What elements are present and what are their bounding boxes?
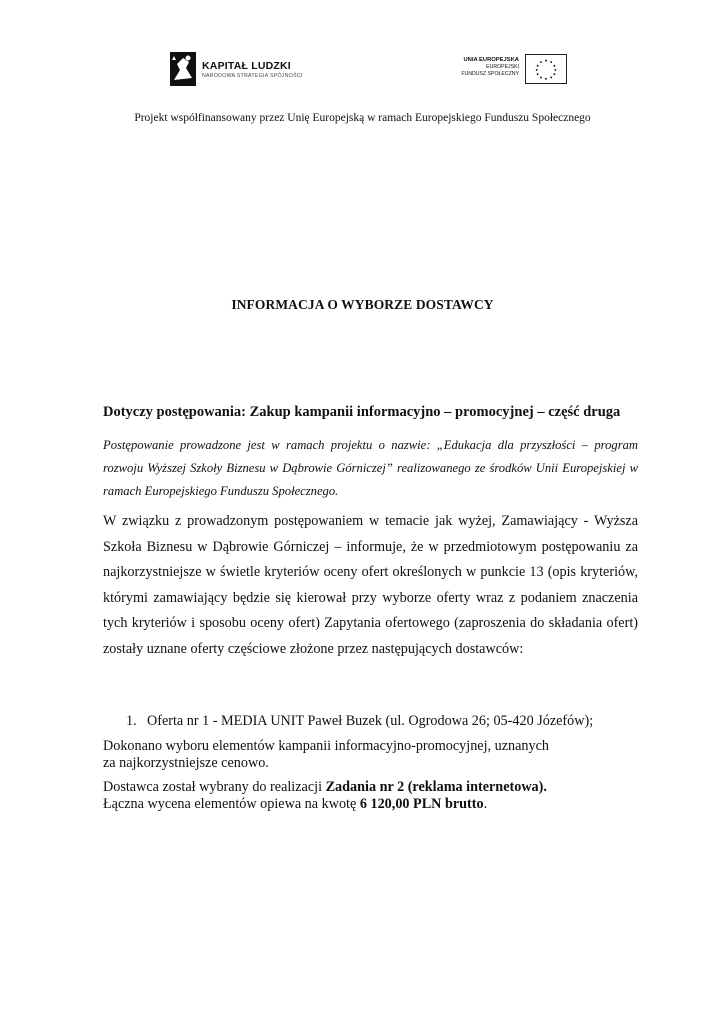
selection-note-line-2: za najkorzystniejsze cenowo. — [103, 754, 269, 771]
kapital-ludzki-logo — [168, 50, 303, 90]
main-paragraph: W związku z prowadzonym postępowaniem w temacie jak wyżej, Zamawiający - Wyższa Szkoła Biznesu w Dąbrowie Górniczej – informuje, że w przedmiotowym postępowaniu za najkorzystniejsze w świetle kryteriów oceny ofert określonych w punkcie 13 (opis kryteriów, którymi zamawiający będzie się kierował przy wyborze oferty wraz z podaniem znaczenia tych kryteriów i sposobu oceny ofert) Zapytania ofertowego (zaproszenia do składania ofert) zostały uznane oferty częściowe złożone przez następujących dostawców: — [103, 513, 638, 657]
unia-europejska-text — [461, 56, 519, 78]
kapital-ludzki-name: KAPITAŁ LUDZKI — [202, 60, 291, 72]
unia-europejska-logo — [455, 54, 567, 86]
procedure-subject: Dotyczy postępowania: Zakup kampanii informacyjno – promocyjnej – część druga — [103, 404, 621, 420]
award-prefix: Dostawca został wybrany do realizacji — [103, 779, 326, 795]
offer-number: 1. — [126, 713, 137, 729]
award-task: Zadania nr 2 (reklama internetowa). — [325, 779, 547, 795]
kapital-ludzki-emblem-icon — [168, 50, 198, 88]
ue-line-1: UNIA EUROPEJSKA — [463, 57, 519, 63]
selection-note — [103, 738, 633, 771]
award-amount-prefix: Łączna wycena elementów opiewa na kwotę — [103, 795, 360, 812]
document-title: INFORMACJA O WYBORZE DOSTAWCY — [231, 297, 494, 312]
selection-note-line-1: Dokonano wyboru elementów kampanii informacyjno-promocyjnej, uznanych — [103, 738, 549, 754]
award-line-2 — [103, 796, 633, 813]
cofinancing-header: Projekt współfinansowany przez Unię Europejską w ramach Europejskiego Funduszu Społecznego — [134, 112, 591, 124]
project-info: Postępowanie prowadzone jest w ramach projektu o nazwie: „Edukacja dla przyszłości – program rozwoju Wyższej Szkoły Biznesu w Dąbrowie Górniczej” realizowanego ze środków Unii Europejskiej w ramach Europejskiego Funduszu Społecznego. — [103, 438, 638, 498]
ue-line-3: FUNDUSZ SPOŁECZNY — [461, 71, 519, 77]
award-line-1 — [103, 779, 633, 796]
offer-list-item — [126, 713, 646, 730]
award-amount-suffix: . — [483, 795, 488, 812]
award-amount: 6 120,00 PLN brutto — [359, 795, 484, 812]
offer-text: Oferta nr 1 - MEDIA UNIT Paweł Buzek (ul. Ogrodowa 26; 05-420 Józefów); — [147, 713, 594, 729]
ue-line-2: EUROPEJSKI — [486, 64, 519, 70]
award-paragraph — [103, 779, 633, 812]
eu-flag-icon — [525, 54, 567, 84]
kapital-ludzki-tagline: NARODOWA STRATEGIA SPÓJNOŚCI — [202, 73, 303, 79]
